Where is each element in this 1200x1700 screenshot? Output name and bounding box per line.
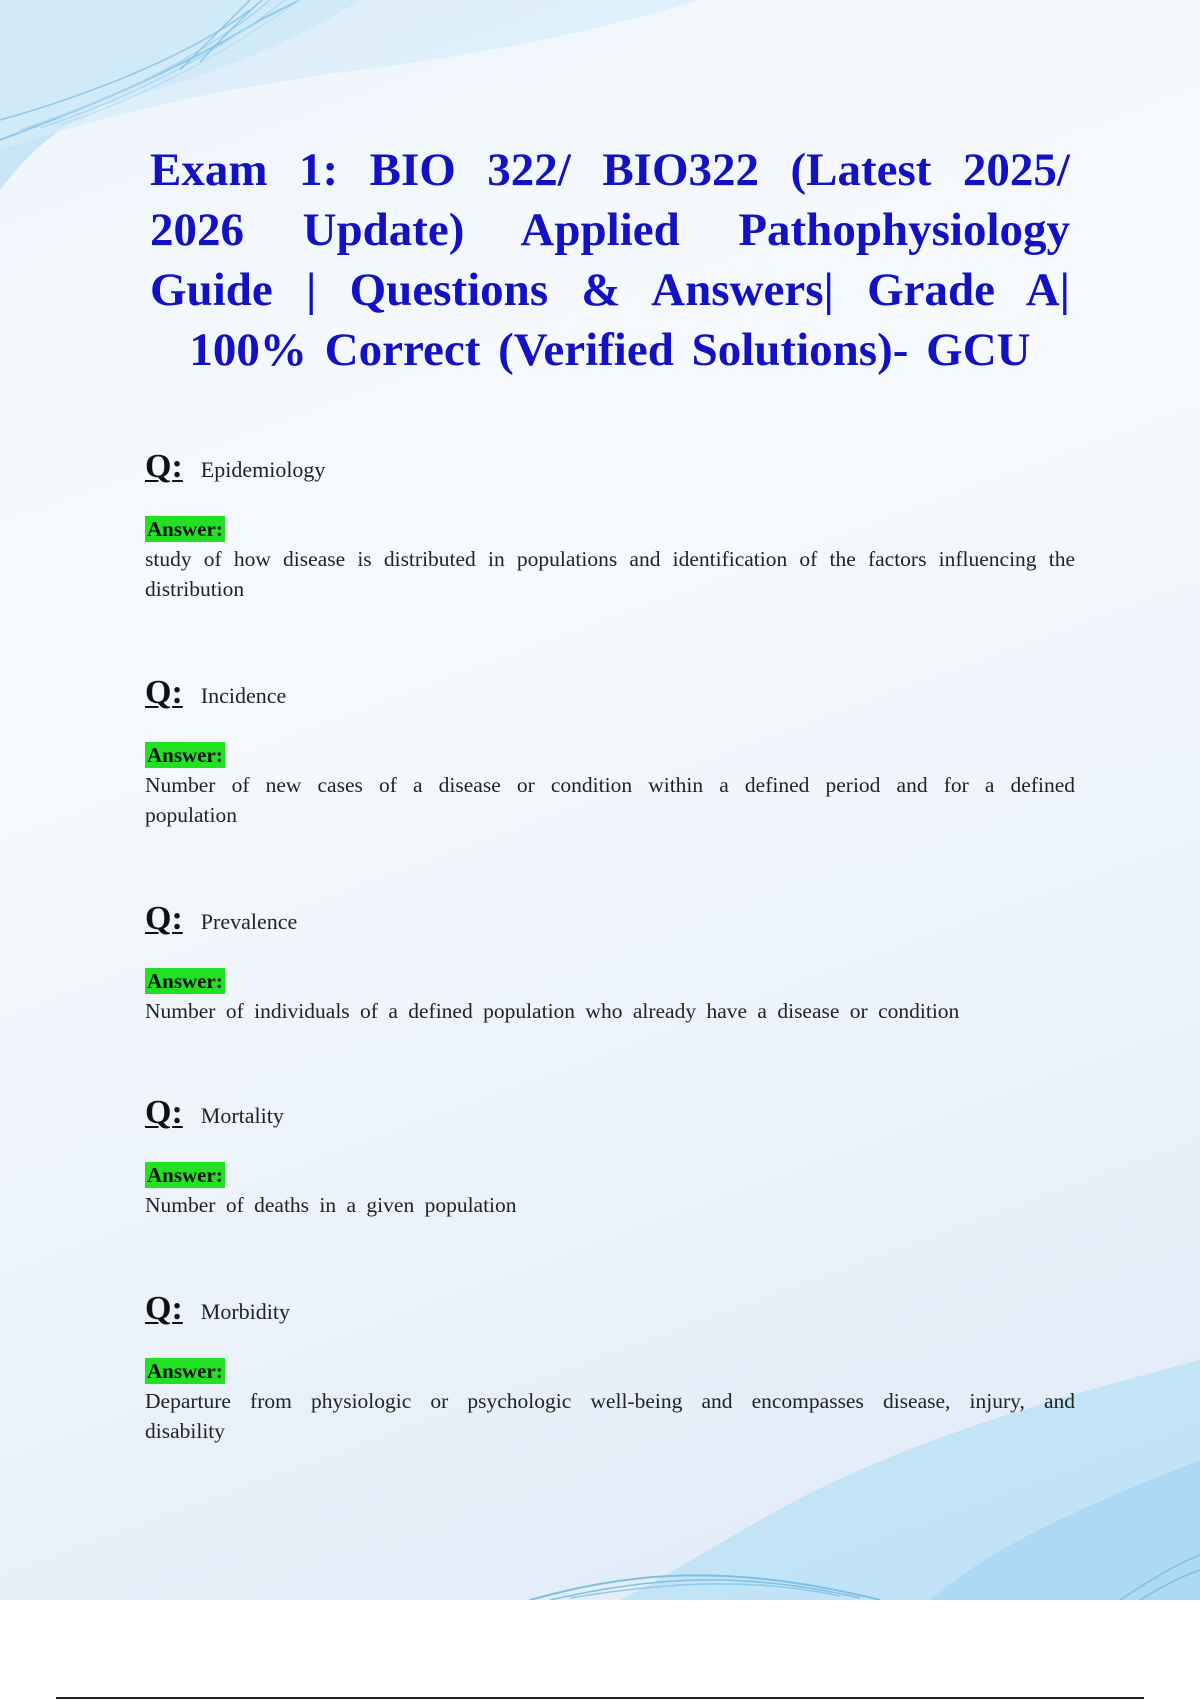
answer-text: Number of individuals of a defined population who already have a disease or condition: [145, 999, 960, 1023]
question-label: Q:: [145, 674, 183, 711]
answer-label: Answer:: [147, 1359, 223, 1383]
question-row: [145, 448, 1075, 492]
answer-text: Departure from physiologic or psychologic well-being and encompasses disease, injury, and disability: [145, 1389, 1075, 1443]
question-label: Q:: [145, 448, 183, 485]
qa-item: [145, 1094, 1075, 1220]
question-row: [145, 1094, 1075, 1138]
question-label: Q:: [145, 1290, 183, 1327]
qa-item: [145, 900, 1075, 1026]
question-text: Mortality: [200, 1103, 284, 1128]
answer-text: Number of new cases of a disease or condition within a defined period and for a defined population: [145, 773, 1075, 827]
document-title: Exam 1: BIO 322/ BIO322 (Latest 2025/ 2026 Update) Applied Pathophysiology Guide | Questions & Answers| Grade A| 100% Correct (Verified Solutions)- GCU: [150, 144, 1070, 376]
qa-item: [145, 448, 1075, 604]
question-row: [145, 900, 1075, 944]
answer-label: Answer:: [147, 517, 223, 541]
question-row: [145, 674, 1075, 718]
qa-item: [145, 1290, 1075, 1446]
question-text: Epidemiology: [200, 457, 326, 482]
question-row: [145, 1290, 1075, 1334]
question-text: Prevalence: [200, 909, 298, 934]
question-label: Q:: [145, 900, 183, 937]
question-label: Q:: [145, 1094, 183, 1131]
question-text: Incidence: [200, 683, 287, 708]
answer-text: study of how disease is distributed in populations and identification of the factors influencing the distribution: [145, 547, 1075, 601]
answer-label: Answer:: [147, 1163, 223, 1187]
answer-label: Answer:: [147, 969, 223, 993]
answer-text: Number of deaths in a given population: [145, 1193, 517, 1217]
answer-label: Answer:: [147, 743, 223, 767]
footer-divider: [56, 1697, 1144, 1699]
question-text: Morbidity: [200, 1299, 291, 1324]
qa-item: [145, 674, 1075, 830]
